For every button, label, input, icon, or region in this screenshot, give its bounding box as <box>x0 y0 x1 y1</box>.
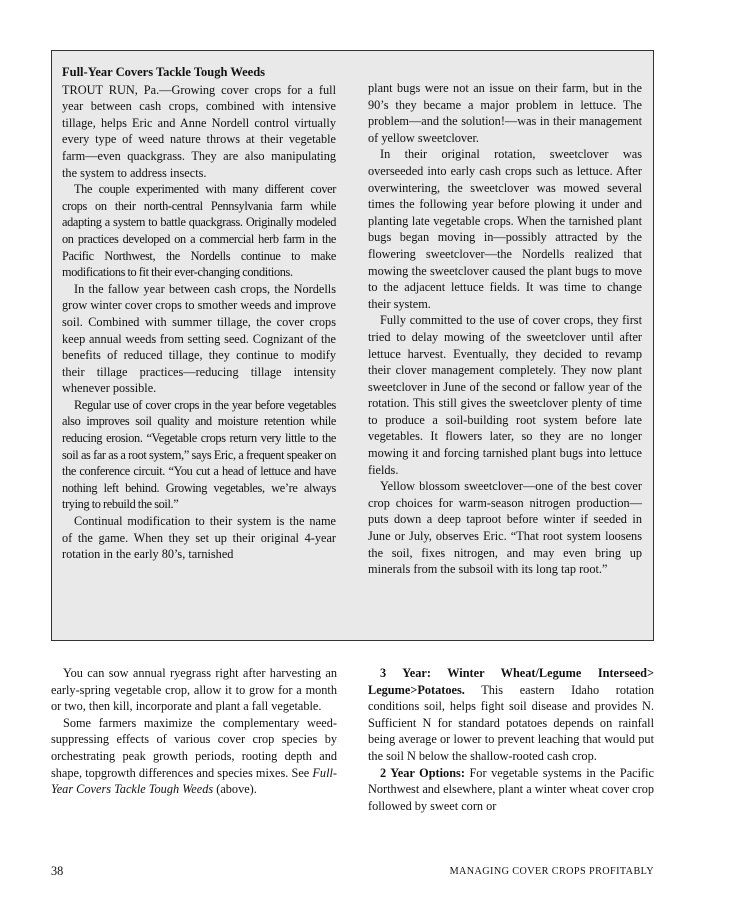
sidebar-paragraph: plant bugs were not an issue on their farm, but in the 90’s they became a major problem in lettuce. The problem—and the solution!—was in their management of yellow sweetclover. <box>368 81 642 145</box>
sidebar-reference: Full-Year Covers Tackle Tough Weeds <box>51 765 337 797</box>
sidebar-right-column <box>368 80 642 578</box>
rotation-heading: 2 Year Options: <box>380 765 465 780</box>
sidebar-paragraph: Regular use of cover crops in the year before vegetables also improves soil quality and moisture retention while reducing erosion. “Vegetable crops return very little to the soil as far as a root system,” says Eric, a frequent speaker on the conference circuit. “You cut a head of lettuce and have nothing left behind. Growing vegetables, we’re always trying to rebuild the soil.” <box>62 397 336 512</box>
sidebar-paragraph: In their original rotation, sweetclover was overseeded into early cash crops such as lettuce. After overwintering, the sweetclover was mowed several times the following year before plowing it under and planting late vegetable crops. When the tarnished plant bugs began moving in—possibly attracted by the flowering sweetclover—the Nordells realized that mowing the sweetclover caused the plant bugs to move to the adjacent lettuce fields. It was time to change their system. <box>368 147 642 311</box>
body-text: (above). <box>213 782 257 797</box>
body-paragraph <box>368 765 654 815</box>
body-paragraph <box>368 665 654 765</box>
running-footer-title: MANAGING COVER CROPS PROFITABLY <box>449 866 654 877</box>
body-left-column <box>51 665 337 798</box>
sidebar-paragraph: In the fallow year between cash crops, the Nordells grow winter cover crops to smother weeds and improve soil. Combined with summer tillage, the cover crops keep annual weeds from setting seed. Cognizant of the benefits of reduced tillage, they continue to modify their tillage practices—reducing tillage intensity whenever possible. <box>62 281 336 396</box>
sidebar-paragraph: Continual modification to their system is the name of the game. When they set up their original 4-year rotation in the early 80’s, tarnished <box>62 514 336 562</box>
body-text: Some farmers maximize the complementary weed-suppressing effects of various cover crop species by orchestrating peak growth periods, rooting depth and shape, topgrowth differences and species mixes. See <box>51 715 337 780</box>
rotation-heading: 3 Year: Winter Wheat/Legume Interseed> Legume>Potatoes. <box>368 666 654 697</box>
body-right-column <box>368 665 654 814</box>
page-number: 38 <box>51 864 64 878</box>
sidebar-title: Full-Year Covers Tackle Tough Weeds <box>62 65 266 79</box>
body-text: For vegetable systems in the Pacific Northwest and elsewhere, plant a winter wheat cover crop followed by sweet corn or <box>368 765 655 813</box>
sidebar-paragraph: The couple experimented with many different cover crops on their north-central Pennsylvania farm while adapting a system to battle quackgrass. Originally modeled on practices developed on a commercial herb farm in the Pacific Northwest, the Nordells continue to make modifications to fit their ever-changing conditions. <box>62 182 336 280</box>
sidebar-left-column <box>62 64 336 563</box>
body-paragraph: You can sow annual ryegrass right after harvesting an early-spring vegetable crop, allow it to grow for a month or two, then kill, incorporate and plant a fall vegetable. <box>51 666 337 714</box>
sidebar-paragraph: TROUT RUN, Pa.—Growing cover crops for a full year between cash crops, combined with intensive tillage, helps Eric and Anne Nordell control virtually every type of weed nature throws at their vegetable farm—even quackgrass. They are also manipulating the system to address insects. <box>62 82 336 180</box>
body-paragraph <box>51 715 337 798</box>
sidebar-paragraph: Yellow blossom sweetclover—one of the best cover crop choices for warm-season nitrogen production—puts down a deep taproot before winter if seeded in June or July, observes Eric. “That root system loosens the soil, fixes nitrogen, and may even bring up minerals from the subsoil with its long tap root.” <box>368 479 642 577</box>
sidebar-paragraph: Fully committed to the use of cover crops, they first tried to delay mowing of the sweetclover until after lettuce harvest. Eventually, they decided to revamp their clover management completely. They now plant sweetclover in June of the second or fallow year of the rotation. This still gives the sweetclover plenty of time to produce a soil-building root system before late vegetables. It flowers later, so they are no longer mowing it and forcing tarnished plant bugs into lettuce fields. <box>368 313 642 477</box>
body-text: This eastern Idaho rotation conditions soil, helps fight soil disease and provides N. Sufficient N for standard potatoes depends on rainfall being average or lower to prevent leaching that would put the soil N below the shallow-rooted cash crop. <box>368 682 654 763</box>
